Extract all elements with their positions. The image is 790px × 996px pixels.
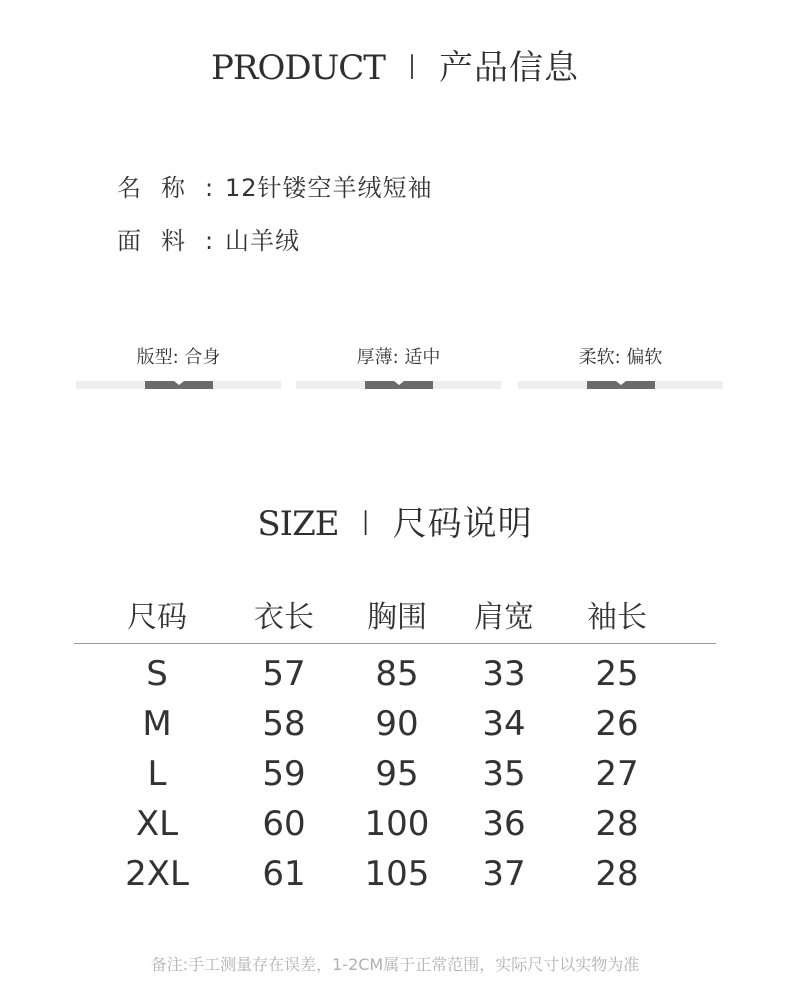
cell-length: 59 bbox=[262, 754, 306, 794]
product-title-zh: 产品信息 bbox=[439, 48, 579, 88]
table-row bbox=[74, 704, 716, 754]
cell-sleeve: 27 bbox=[595, 754, 639, 794]
attribute-softness-text bbox=[518, 343, 723, 369]
attribute-softness-notch bbox=[616, 381, 626, 385]
footnote: 备注:手工测量存在误差，1-2CM属于正常范围，实际尺寸以实物为准 bbox=[150, 955, 640, 974]
cell-shoulder: 35 bbox=[482, 754, 526, 794]
header-divider bbox=[74, 643, 716, 644]
attribute-thickness-text bbox=[296, 343, 501, 369]
attribute-softness bbox=[518, 343, 723, 403]
attribute-fit bbox=[76, 343, 281, 403]
size-table-header bbox=[74, 588, 716, 642]
cell-shoulder: 37 bbox=[482, 854, 526, 894]
cell-sleeve: 28 bbox=[595, 854, 639, 894]
fabric-row bbox=[117, 221, 300, 256]
header-shoulder: 肩宽 bbox=[474, 600, 534, 635]
cell-length: 58 bbox=[262, 704, 306, 744]
attribute-softness-value: 偏软 bbox=[626, 347, 663, 368]
attribute-thickness-value: 适中 bbox=[404, 347, 441, 368]
size-title-en: SIZE bbox=[257, 504, 339, 544]
attribute-fit-notch bbox=[174, 381, 184, 385]
cell-size: S bbox=[146, 654, 168, 694]
cell-size: 2XL bbox=[125, 854, 189, 894]
title-separator: I bbox=[406, 48, 417, 88]
cell-length: 61 bbox=[262, 854, 306, 894]
attribute-softness-label: 柔软: bbox=[578, 347, 621, 368]
header-size: 尺码 bbox=[127, 600, 187, 635]
attribute-thickness-label: 厚薄: bbox=[356, 347, 399, 368]
size-section-title bbox=[0, 496, 790, 545]
attribute-fit-value: 合身 bbox=[184, 347, 221, 368]
cell-size: M bbox=[142, 704, 172, 744]
title-separator: I bbox=[360, 504, 371, 544]
product-name-row bbox=[117, 168, 433, 203]
product-section-title bbox=[0, 40, 790, 89]
cell-length: 60 bbox=[262, 804, 306, 844]
cell-shoulder: 36 bbox=[482, 804, 526, 844]
product-name-label: 名称: bbox=[117, 174, 234, 202]
attribute-thickness bbox=[296, 343, 501, 403]
table-row bbox=[74, 754, 716, 804]
attribute-fit-text bbox=[76, 343, 281, 369]
attribute-fit-label: 版型: bbox=[136, 347, 179, 368]
cell-size: XL bbox=[135, 804, 179, 844]
header-length: 衣长 bbox=[254, 600, 314, 635]
cell-chest: 105 bbox=[364, 854, 430, 894]
product-name-value: 12针镂空羊绒短袖 bbox=[225, 174, 433, 202]
header-chest: 胸围 bbox=[367, 600, 427, 635]
fabric-value: 山羊绒 bbox=[225, 227, 300, 255]
attribute-thickness-notch bbox=[394, 381, 404, 385]
cell-length: 57 bbox=[262, 654, 306, 694]
table-row bbox=[74, 804, 716, 854]
cell-shoulder: 33 bbox=[482, 654, 526, 694]
cell-sleeve: 28 bbox=[595, 804, 639, 844]
cell-shoulder: 34 bbox=[482, 704, 526, 744]
cell-chest: 85 bbox=[375, 654, 419, 694]
header-sleeve: 袖长 bbox=[587, 600, 647, 635]
size-table-body bbox=[74, 654, 716, 904]
fabric-label: 面料: bbox=[117, 227, 234, 255]
table-row bbox=[74, 854, 716, 904]
cell-chest: 95 bbox=[375, 754, 419, 794]
cell-chest: 100 bbox=[364, 804, 430, 844]
cell-size: L bbox=[147, 754, 167, 794]
cell-sleeve: 26 bbox=[595, 704, 639, 744]
table-row bbox=[74, 654, 716, 704]
size-title-zh: 尺码说明 bbox=[392, 504, 533, 544]
product-title-en: PRODUCT bbox=[211, 48, 385, 88]
size-table bbox=[74, 588, 716, 894]
cell-chest: 90 bbox=[375, 704, 419, 744]
cell-sleeve: 25 bbox=[595, 654, 639, 694]
